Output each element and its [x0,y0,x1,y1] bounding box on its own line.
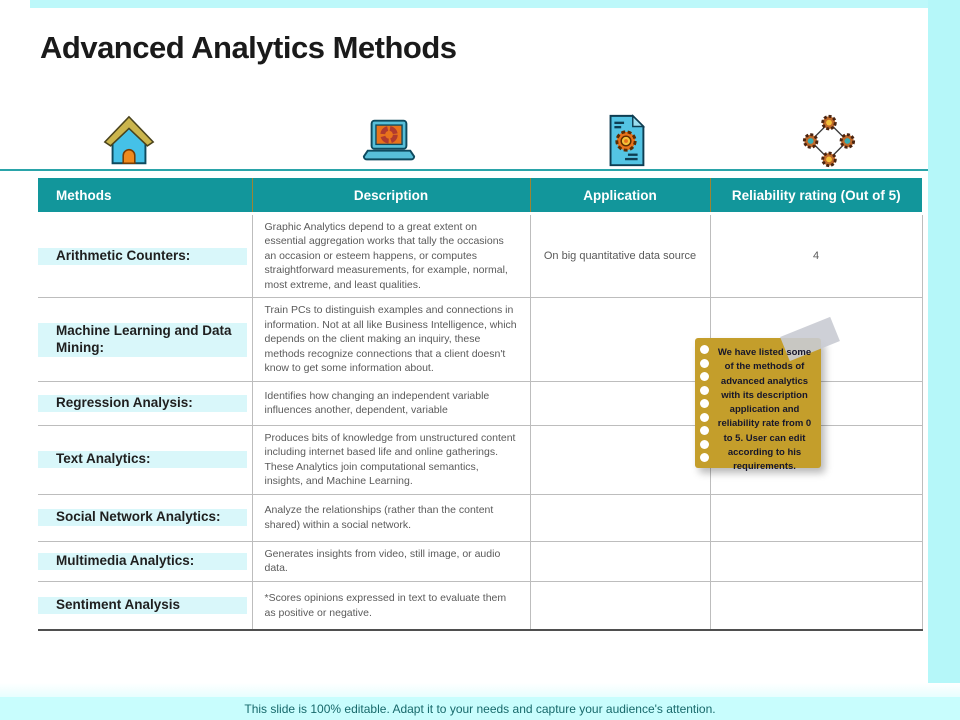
method-cell: Sentiment Analysis [38,597,247,614]
method-cell: Arithmetic Counters: [38,248,247,265]
description-cell: Produces bits of knowledge from unstructured content including internet based life and online gatherings. These Analytics join computational semantics, insights, and Machine Learning. [252,425,530,494]
method-cell: Text Analytics: [38,451,247,468]
footer-bar [0,697,960,720]
note-holes-decoration [700,345,709,462]
header-methods: Methods [38,178,252,214]
description-cell: Identifies how changing an independent variable influences another, dependent, variable [252,381,530,425]
description-cell: Analyze the relationships (rather than the content shared) within a social network. [252,494,530,541]
home-icon [99,112,159,170]
method-cell: Multimedia Analytics: [38,553,247,570]
description-cell: Generates insights from video, still image, or audio data. [252,541,530,581]
reliability-cell [710,541,922,581]
table-row [38,541,922,581]
frame-top-strip [30,0,960,8]
application-cell [530,381,710,425]
application-cell [530,298,710,381]
application-cell [530,425,710,494]
reliability-cell [710,494,922,541]
table-row [38,214,922,298]
header-application: Application [530,178,710,214]
reliability-cell: 4 [710,214,922,298]
application-cell: On big quantitative data source [530,214,710,298]
laptop-chart-icon [359,112,419,170]
table-row [38,581,922,630]
header-reliability: Reliability rating (Out of 5) [710,178,922,214]
description-cell: *Scores opinions expressed in text to evaluate them as positive or negative. [252,581,530,630]
method-cell: Machine Learning and Data Mining: [38,323,247,357]
footer-text: This slide is 100% editable. Adapt it to your needs and capture your audience's attention. [244,701,716,716]
application-cell [530,581,710,630]
table-row [38,494,922,541]
table-header-row [38,178,922,214]
page-title: Advanced Analytics Methods [40,30,457,65]
method-cell: Regression Analysis: [38,395,247,412]
document-gear-icon [596,112,656,170]
reliability-cell [710,581,922,630]
method-cell: Social Network Analytics: [38,509,247,526]
connected-gears-icon [799,112,859,170]
note-text: We have listed some of the methods of advanced analytics with its description application and reliability rate from 0 to 5. User can edit according to his requirements. [717,347,812,472]
sticky-note [695,338,821,472]
application-cell [530,541,710,581]
application-cell [530,494,710,541]
header-description: Description [252,178,530,214]
description-cell: Graphic Analytics depend to a great extent on essential aggregation works that tally the occasions an occasion or esteem happens, or computes straightforward measurements, for example, normal, most extreme, and least qualities. [252,214,530,298]
description-cell: Train PCs to distinguish examples and connections in information. Not at all like Business Intelligence, which depends on the client making an inquiry, these methods recognize connections that a client doesn't know to get some information about. [252,298,530,381]
frame-right-strip [928,0,960,697]
